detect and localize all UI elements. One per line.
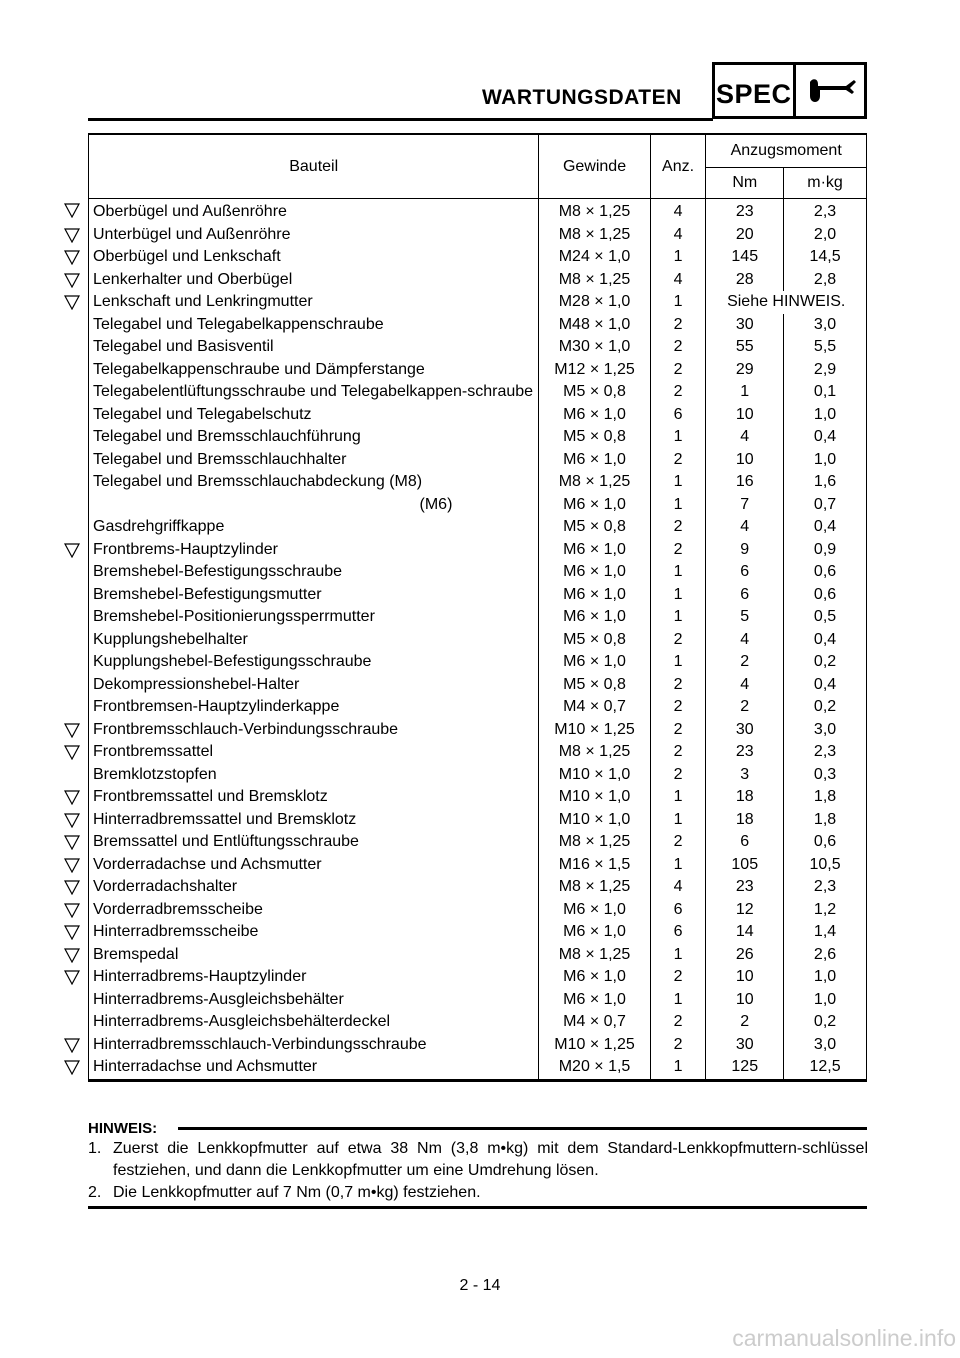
- thread-cell: M28 × 1,0: [539, 291, 650, 314]
- note-list: [88, 1138, 868, 1204]
- thread-cell: M8 × 1,25: [539, 944, 650, 967]
- table-row: [89, 539, 867, 562]
- thread-cell: M8 × 1,25: [539, 471, 650, 494]
- mkg-cell: 2,9: [784, 359, 867, 382]
- table-row: [89, 899, 867, 922]
- watermark: carmanualsonline.info: [732, 1325, 956, 1351]
- part-cell: Telegabel und Telegabelschutz: [89, 404, 539, 427]
- note-item-number: 2.: [88, 1184, 102, 1201]
- part-cell: Frontbrems-Hauptzylinder: [89, 539, 539, 562]
- mkg-cell: 0,5: [784, 606, 867, 629]
- table-row: [89, 1056, 867, 1080]
- header-mkg: m·kg: [784, 168, 867, 199]
- thread-cell: M5 × 0,8: [539, 629, 650, 652]
- table-row: [89, 471, 867, 494]
- mkg-cell: 2,3: [784, 741, 867, 764]
- nm-cell: 2: [706, 696, 784, 719]
- warning-triangle-icon: [64, 1038, 80, 1054]
- table-row: [89, 269, 867, 292]
- nm-cell: 30: [706, 1034, 784, 1057]
- part-cell: Telegabel und Basisventil: [89, 336, 539, 359]
- part-cell: Bremspedal: [89, 944, 539, 967]
- qty-cell: 1: [650, 809, 706, 832]
- nm-cell: 2: [706, 651, 784, 674]
- thread-cell: M8 × 1,25: [539, 831, 650, 854]
- warning-triangle-icon: [64, 1060, 80, 1076]
- qty-cell: 4: [650, 876, 706, 899]
- part-cell: Telegabelentlüftungsschraube und Telegabelkappen-schraube: [89, 381, 539, 404]
- qty-cell: 2: [650, 966, 706, 989]
- qty-cell: 2: [650, 764, 706, 787]
- table-row: [89, 629, 867, 652]
- nm-cell: 23: [706, 876, 784, 899]
- qty-cell: 4: [650, 269, 706, 292]
- mkg-cell: 1,4: [784, 921, 867, 944]
- thread-cell: M48 × 1,0: [539, 314, 650, 337]
- mkg-cell: 1,0: [784, 966, 867, 989]
- page-title: WARTUNGSDATEN: [482, 86, 682, 109]
- qty-cell: 1: [650, 944, 706, 967]
- thread-cell: M10 × 1,0: [539, 764, 650, 787]
- part-cell: Hinterradbrems-Ausgleichsbehälterdeckel: [89, 1011, 539, 1034]
- qty-cell: 6: [650, 921, 706, 944]
- nm-cell: 23: [706, 741, 784, 764]
- nm-cell: 4: [706, 629, 784, 652]
- warning-triangle-icon: [64, 835, 80, 851]
- torque-merged-cell: Siehe HINWEIS.: [706, 291, 867, 314]
- header-torque: Anzugsmoment: [706, 134, 867, 168]
- table-row: [89, 561, 867, 584]
- table-row: [89, 831, 867, 854]
- mkg-cell: 0,4: [784, 674, 867, 697]
- header-nm: Nm: [706, 168, 784, 199]
- warning-triangle-icon: [64, 543, 80, 559]
- table-row: [89, 426, 867, 449]
- part-cell: Bremshebel-Positionierungssperrmutter: [89, 606, 539, 629]
- part-cell: Vorderradbremsscheibe: [89, 899, 539, 922]
- table-row: [89, 516, 867, 539]
- spec-badge-divider: [793, 62, 796, 119]
- table-row: [89, 584, 867, 607]
- qty-cell: 6: [650, 404, 706, 427]
- nm-cell: 2: [706, 1011, 784, 1034]
- table-row: [89, 966, 867, 989]
- nm-cell: 6: [706, 831, 784, 854]
- nm-cell: 12: [706, 899, 784, 922]
- part-cell: Hinterradbremsschlauch-Verbindungsschraube: [89, 1034, 539, 1057]
- nm-cell: 1: [706, 381, 784, 404]
- mkg-cell: 2,6: [784, 944, 867, 967]
- table-row: [89, 1034, 867, 1057]
- table-row: [89, 764, 867, 787]
- nm-cell: 9: [706, 539, 784, 562]
- mkg-cell: 0,4: [784, 426, 867, 449]
- thread-cell: M8 × 1,25: [539, 741, 650, 764]
- qty-cell: 2: [650, 381, 706, 404]
- warning-triangle-icon: [64, 903, 80, 919]
- page-number: 2 - 14: [459, 1277, 501, 1294]
- thread-cell: M6 × 1,0: [539, 921, 650, 944]
- table-row: [89, 246, 867, 269]
- part-cell: Frontbremssattel und Bremsklotz: [89, 786, 539, 809]
- header-part: Bauteil: [89, 134, 539, 199]
- part-cell: Hinterradbrems-Ausgleichsbehälter: [89, 989, 539, 1012]
- mkg-cell: 2,8: [784, 269, 867, 292]
- qty-cell: 1: [650, 584, 706, 607]
- qty-cell: 1: [650, 854, 706, 877]
- mkg-cell: 14,5: [784, 246, 867, 269]
- qty-cell: 2: [650, 1034, 706, 1057]
- warning-triangle-icon: [64, 813, 80, 829]
- nm-cell: 4: [706, 516, 784, 539]
- part-cell: Bremssattel und Entlüftungsschraube: [89, 831, 539, 854]
- thread-cell: M6 × 1,0: [539, 561, 650, 584]
- warning-triangle-icon: [64, 948, 80, 964]
- part-cell: Telegabelkappenschraube und Dämpferstange: [89, 359, 539, 382]
- thread-cell: M30 × 1,0: [539, 336, 650, 359]
- thread-cell: M4 × 0,7: [539, 696, 650, 719]
- nm-cell: 3: [706, 764, 784, 787]
- qty-cell: 2: [650, 719, 706, 742]
- qty-cell: 6: [650, 899, 706, 922]
- note-rule-bottom: [88, 1206, 867, 1209]
- qty-cell: 1: [650, 561, 706, 584]
- nm-cell: 105: [706, 854, 784, 877]
- mkg-cell: 0,9: [784, 539, 867, 562]
- warning-triangle-icon: [64, 228, 80, 244]
- qty-cell: 2: [650, 516, 706, 539]
- thread-cell: M5 × 0,8: [539, 516, 650, 539]
- qty-cell: 1: [650, 426, 706, 449]
- thread-cell: M10 × 1,25: [539, 719, 650, 742]
- table-row: [89, 674, 867, 697]
- header-qty: Anz.: [650, 134, 706, 199]
- qty-cell: 1: [650, 246, 706, 269]
- part-cell: Hinterradachse und Achsmutter: [89, 1056, 539, 1080]
- qty-cell: 1: [650, 291, 706, 314]
- warning-triangle-icon: [64, 250, 80, 266]
- thread-cell: M10 × 1,0: [539, 809, 650, 832]
- nm-cell: 26: [706, 944, 784, 967]
- spec-badge-label: SPEC: [716, 79, 792, 109]
- thread-cell: M6 × 1,0: [539, 651, 650, 674]
- nm-cell: 4: [706, 426, 784, 449]
- qty-cell: 2: [650, 741, 706, 764]
- thread-cell: M8 × 1,25: [539, 269, 650, 292]
- mkg-cell: 0,6: [784, 831, 867, 854]
- warning-triangle-icon: [64, 745, 80, 761]
- mkg-cell: 3,0: [784, 314, 867, 337]
- table-row: [89, 291, 867, 314]
- note-item: [88, 1182, 868, 1204]
- mkg-cell: 0,2: [784, 651, 867, 674]
- part-cell: Kupplungshebel-Befestigungsschraube: [89, 651, 539, 674]
- mkg-cell: 0,3: [784, 764, 867, 787]
- mkg-cell: 1,8: [784, 809, 867, 832]
- part-cell: Telegabel und Bremsschlauchabdeckung (M8): [89, 471, 539, 494]
- part-cell: Hinterradbrems-Hauptzylinder: [89, 966, 539, 989]
- table-row: [89, 404, 867, 427]
- table-row: [89, 719, 867, 742]
- table-row: [89, 449, 867, 472]
- table-row: [89, 606, 867, 629]
- thread-cell: M8 × 1,25: [539, 199, 650, 224]
- qty-cell: 2: [650, 1011, 706, 1034]
- thread-cell: M6 × 1,0: [539, 606, 650, 629]
- warning-triangle-icon: [64, 925, 80, 941]
- thread-cell: M6 × 1,0: [539, 966, 650, 989]
- warning-triangle-icon: [64, 970, 80, 986]
- thread-cell: M16 × 1,5: [539, 854, 650, 877]
- mkg-cell: 5,5: [784, 336, 867, 359]
- mkg-cell: 10,5: [784, 854, 867, 877]
- table-row: [89, 944, 867, 967]
- thread-cell: M6 × 1,0: [539, 404, 650, 427]
- part-cell: Vorderradachse und Achsmutter: [89, 854, 539, 877]
- qty-cell: 2: [650, 336, 706, 359]
- table-row: [89, 921, 867, 944]
- table-row: [89, 741, 867, 764]
- table-row: [89, 809, 867, 832]
- part-cell: Dekompressionshebel-Halter: [89, 674, 539, 697]
- part-cell: Oberbügel und Außenröhre: [89, 199, 539, 224]
- mkg-cell: 3,0: [784, 719, 867, 742]
- nm-cell: 10: [706, 449, 784, 472]
- title-rule: [88, 118, 713, 121]
- nm-cell: 14: [706, 921, 784, 944]
- nm-cell: 29: [706, 359, 784, 382]
- part-cell: Unterbügel und Außenröhre: [89, 224, 539, 247]
- part-cell: Oberbügel und Lenkschaft: [89, 246, 539, 269]
- mkg-cell: 2,3: [784, 876, 867, 899]
- warning-triangle-icon: [64, 295, 80, 311]
- part-cell: Gasdrehgriffkappe: [89, 516, 539, 539]
- thread-cell: M8 × 1,25: [539, 876, 650, 899]
- wrench-icon: [806, 76, 858, 110]
- mkg-cell: 1,0: [784, 449, 867, 472]
- thread-cell: M10 × 1,0: [539, 786, 650, 809]
- thread-cell: M24 × 1,0: [539, 246, 650, 269]
- nm-cell: 10: [706, 989, 784, 1012]
- thread-cell: M4 × 0,7: [539, 1011, 650, 1034]
- thread-cell: M5 × 0,8: [539, 381, 650, 404]
- thread-cell: M12 × 1,25: [539, 359, 650, 382]
- nm-cell: 16: [706, 471, 784, 494]
- mkg-cell: 0,4: [784, 629, 867, 652]
- part-cell: Frontbremssattel: [89, 741, 539, 764]
- qty-cell: 2: [650, 831, 706, 854]
- nm-cell: 18: [706, 786, 784, 809]
- nm-cell: 55: [706, 336, 784, 359]
- mkg-cell: 1,0: [784, 404, 867, 427]
- thread-cell: M8 × 1,25: [539, 224, 650, 247]
- note-item: [88, 1138, 868, 1182]
- qty-cell: 1: [650, 471, 706, 494]
- nm-cell: 30: [706, 314, 784, 337]
- thread-cell: M5 × 0,8: [539, 426, 650, 449]
- part-cell: Kupplungshebelhalter: [89, 629, 539, 652]
- qty-cell: 2: [650, 449, 706, 472]
- qty-cell: 2: [650, 629, 706, 652]
- note-item-text: Zuerst die Lenkkopfmutter auf etwa 38 Nm (3,8 m•kg) mit dem Standard-Lenkkopfmuttern-schlüssel festziehen, und dann die Lenkkopfmutter um eine Umdrehung lösen.: [113, 1140, 868, 1179]
- qty-cell: 2: [650, 539, 706, 562]
- warning-triangle-icon: [64, 273, 80, 289]
- mkg-cell: 2,3: [784, 199, 867, 224]
- nm-cell: 6: [706, 584, 784, 607]
- table-row: [89, 854, 867, 877]
- table-row: [89, 989, 867, 1012]
- qty-cell: 2: [650, 314, 706, 337]
- note-item-text: Die Lenkkopfmutter auf 7 Nm (0,7 m•kg) festziehen.: [113, 1184, 481, 1201]
- thread-cell: M6 × 1,0: [539, 539, 650, 562]
- qty-cell: 1: [650, 494, 706, 517]
- mkg-cell: 0,6: [784, 584, 867, 607]
- mkg-cell: 3,0: [784, 1034, 867, 1057]
- mkg-cell: 2,0: [784, 224, 867, 247]
- nm-cell: 10: [706, 966, 784, 989]
- thread-cell: M6 × 1,0: [539, 494, 650, 517]
- table-row: [89, 696, 867, 719]
- table-row: [89, 786, 867, 809]
- part-cell: Bremshebel-Befestigungsschraube: [89, 561, 539, 584]
- mkg-cell: 0,2: [784, 696, 867, 719]
- qty-cell: 1: [650, 989, 706, 1012]
- nm-cell: 28: [706, 269, 784, 292]
- table-row: [89, 314, 867, 337]
- part-cell: Hinterradbremsscheibe: [89, 921, 539, 944]
- torque-table: [88, 133, 867, 1082]
- part-cell: Telegabel und Bremsschlauchführung: [89, 426, 539, 449]
- warning-triangle-icon: [64, 858, 80, 874]
- mkg-cell: 0,1: [784, 381, 867, 404]
- mkg-cell: 0,7: [784, 494, 867, 517]
- qty-cell: 2: [650, 674, 706, 697]
- part-cell: Lenkerhalter und Oberbügel: [89, 269, 539, 292]
- table-row: [89, 381, 867, 404]
- mkg-cell: 0,4: [784, 516, 867, 539]
- warning-triangle-icon: [64, 203, 80, 219]
- table-row: [89, 494, 867, 517]
- qty-cell: 4: [650, 224, 706, 247]
- part-cell: Hinterradbremssattel und Bremsklotz: [89, 809, 539, 832]
- nm-cell: 6: [706, 561, 784, 584]
- table-row: [89, 359, 867, 382]
- nm-cell: 30: [706, 719, 784, 742]
- part-cell: Lenkschaft und Lenkringmutter: [89, 291, 539, 314]
- table-row: [89, 876, 867, 899]
- nm-cell: 18: [706, 809, 784, 832]
- warning-triangle-icon: [64, 723, 80, 739]
- table-row: [89, 224, 867, 247]
- nm-cell: 7: [706, 494, 784, 517]
- mkg-cell: 0,6: [784, 561, 867, 584]
- nm-cell: 145: [706, 246, 784, 269]
- part-cell: Bremklotzstopfen: [89, 764, 539, 787]
- table-row: [89, 199, 867, 224]
- warning-triangle-icon: [64, 790, 80, 806]
- part-cell: Frontbremsen-Hauptzylinderkappe: [89, 696, 539, 719]
- mkg-cell: 12,5: [784, 1056, 867, 1080]
- qty-cell: 2: [650, 696, 706, 719]
- part-cell: Telegabel und Bremsschlauchhalter: [89, 449, 539, 472]
- nm-cell: 20: [706, 224, 784, 247]
- qty-cell: 1: [650, 606, 706, 629]
- nm-cell: 10: [706, 404, 784, 427]
- thread-cell: M6 × 1,0: [539, 989, 650, 1012]
- nm-cell: 4: [706, 674, 784, 697]
- qty-cell: 1: [650, 786, 706, 809]
- mkg-cell: 1,2: [784, 899, 867, 922]
- note-item-number: 1.: [88, 1140, 102, 1157]
- thread-cell: M20 × 1,5: [539, 1056, 650, 1080]
- mkg-cell: 1,8: [784, 786, 867, 809]
- table-row: [89, 651, 867, 674]
- header-thread: Gewinde: [539, 134, 650, 199]
- mkg-cell: 1,6: [784, 471, 867, 494]
- part-cell: Bremshebel-Befestigungsmutter: [89, 584, 539, 607]
- warning-triangle-icon: [64, 880, 80, 896]
- mkg-cell: 1,0: [784, 989, 867, 1012]
- thread-cell: M6 × 1,0: [539, 584, 650, 607]
- thread-cell: M10 × 1,25: [539, 1034, 650, 1057]
- thread-cell: M5 × 0,8: [539, 674, 650, 697]
- qty-cell: 2: [650, 359, 706, 382]
- thread-cell: M6 × 1,0: [539, 899, 650, 922]
- mkg-cell: 0,2: [784, 1011, 867, 1034]
- part-cell: Telegabel und Telegabelkappenschraube: [89, 314, 539, 337]
- nm-cell: 5: [706, 606, 784, 629]
- note-label: HINWEIS:: [88, 1120, 158, 1137]
- note-rule-top: [178, 1127, 867, 1130]
- part-cell: Vorderradachshalter: [89, 876, 539, 899]
- qty-cell: 4: [650, 199, 706, 224]
- qty-cell: 1: [650, 651, 706, 674]
- table-row: [89, 1011, 867, 1034]
- thread-cell: M6 × 1,0: [539, 449, 650, 472]
- nm-cell: 125: [706, 1056, 784, 1080]
- nm-cell: 23: [706, 199, 784, 224]
- part-cell: (M6): [89, 494, 539, 517]
- part-cell: Frontbremsschlauch-Verbindungsschraube: [89, 719, 539, 742]
- qty-cell: 1: [650, 1056, 706, 1080]
- table-row: [89, 336, 867, 359]
